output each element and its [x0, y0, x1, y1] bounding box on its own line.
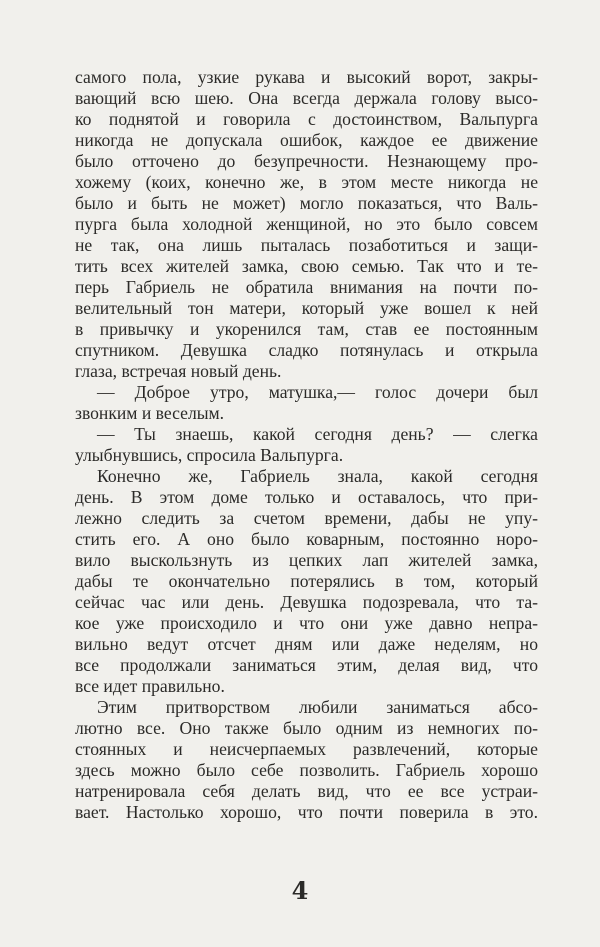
text-line: вает. Настолько хорошо, что почти поверила в это. [75, 802, 538, 822]
text-line: стоянных и неисчерпаемых развлечений, которые [75, 739, 538, 759]
text-line: было и быть не может) могло показаться, что Валь- [75, 193, 538, 213]
text-line: Конечно же, Габриель знала, какой сегодня [97, 466, 538, 486]
text-line: вающий всю шею. Она всегда держала голову высо- [75, 88, 538, 108]
text-line: вильно ведут отсчет дням или даже неделям, но [75, 634, 538, 654]
text-line: спутником. Девушка сладко потянулась и открыла [75, 340, 538, 360]
page-number: 4 [291, 876, 309, 905]
text-line: было отточено до безупречности. Незнающему про- [75, 151, 538, 171]
text-line: тить всех жителей замка, свою семью. Так что и те- [75, 256, 538, 276]
text-line: все идет правильно. [75, 676, 225, 696]
text-line: Этим притворством любили заниматься абсо- [97, 697, 538, 717]
text-line: в привычку и укоренился там, став ее постоянным [75, 319, 538, 339]
text-line: стить его. А оно было коварным, постоянно норо- [75, 529, 538, 549]
text-line: пурга была холодной женщиной, но это было совсем [75, 214, 538, 234]
text-line: самого пола, узкие рукава и высокий ворот, закры- [75, 67, 538, 87]
text-line: ко поднятой и говорила с достоинством, Вальпурга [75, 109, 538, 129]
text-line: здесь можно было себе позволить. Габриель хорошо [75, 760, 538, 780]
text-line: дабы те окончательно потерялись в том, который [75, 571, 538, 591]
text-line: звонким и веселым. [75, 403, 225, 423]
text-line: натренировала себя делать вид, что ее все устраи- [75, 781, 538, 801]
text-line: — Доброе утро, матушка,— голос дочери был [97, 382, 538, 402]
text-line: день. В этом доме только и оставалось, что при- [75, 487, 538, 507]
text-line: все продолжали заниматься этим, делая вид, что [75, 655, 538, 675]
text-line: глаза, встречая новый день. [75, 361, 282, 381]
text-line: улыбнувшись, спросила Вальпурга. [75, 445, 344, 465]
text-line: велительный тон матери, который уже вошел к ней [75, 298, 538, 318]
text-line: вило выскользнуть из цепких лап жителей замка, [75, 550, 538, 570]
text-line: лютно все. Оно также было одним из немногих по- [75, 718, 538, 738]
text-line: сейчас час или день. Девушка подозревала, что та- [75, 592, 538, 612]
text-line: не так, она лишь пыталась позаботиться и защи- [75, 235, 538, 255]
text-line: — Ты знаешь, какой сегодня день? — слегка [97, 424, 538, 444]
text-line: перь Габриель не обратила внимания на почти по- [75, 277, 538, 297]
body-text [75, 67, 538, 823]
text-line: хожему (коих, конечно же, в этом месте никогда не [75, 172, 538, 192]
text-line: лежно следить за счетом времени, дабы не упу- [75, 508, 538, 528]
text-line: никогда не допускала ошибок, каждое ее движение [75, 130, 538, 150]
text-line: кое уже происходило и что они уже давно непра- [75, 613, 538, 633]
